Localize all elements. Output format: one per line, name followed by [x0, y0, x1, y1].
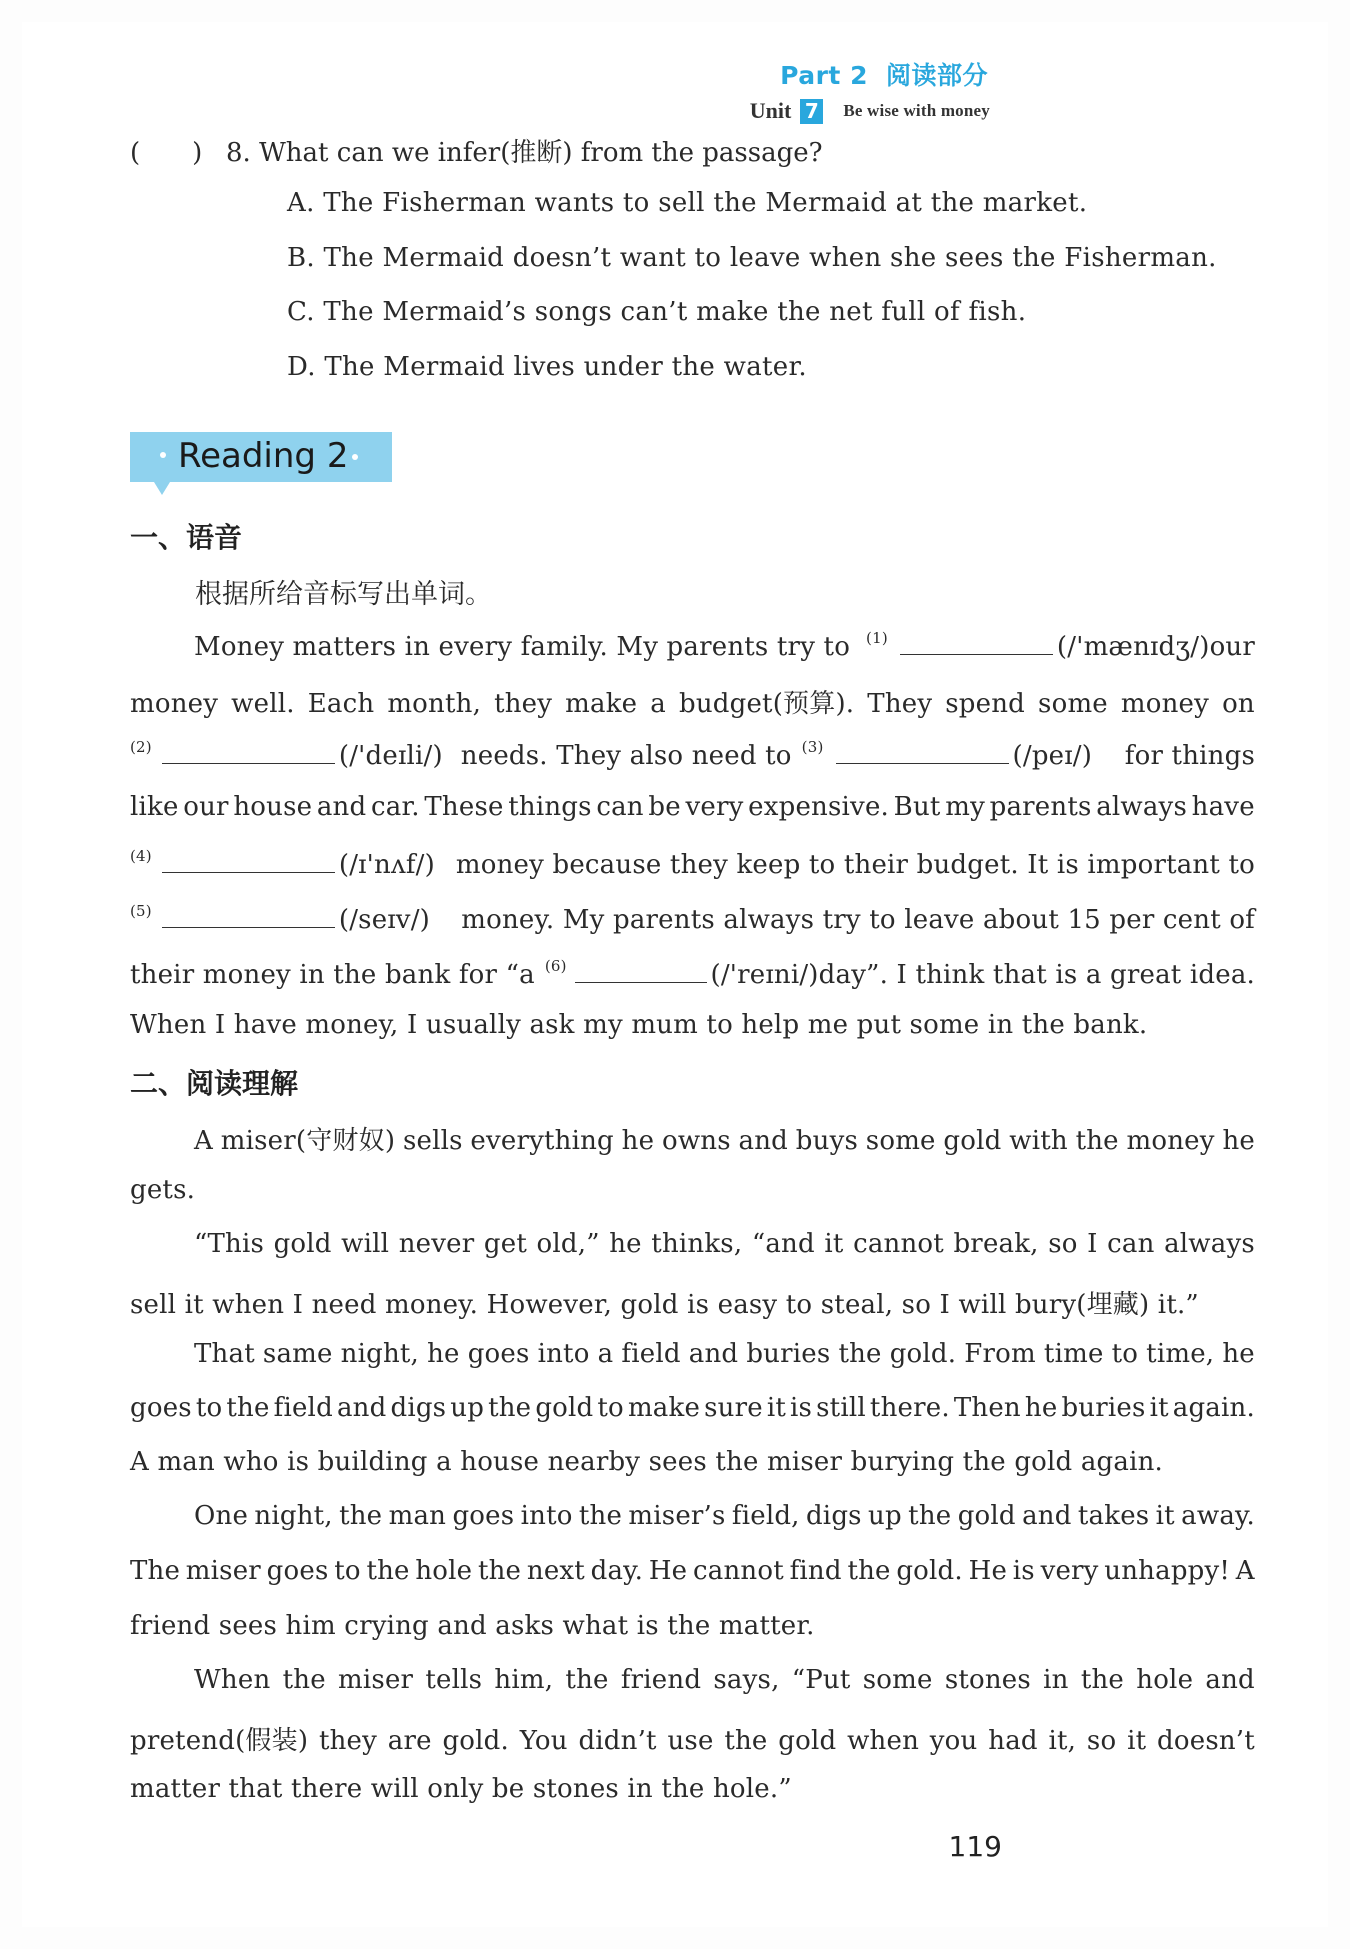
word: These — [424, 792, 504, 822]
word: so — [1048, 1229, 1078, 1259]
word: gold. — [442, 1726, 509, 1756]
text-line — [130, 1393, 1255, 1423]
word: gold. — [896, 1556, 963, 1586]
page-number: 119 — [948, 1830, 1002, 1863]
word: the — [838, 1339, 882, 1369]
word: again. — [1172, 1393, 1255, 1423]
text-segment: our — [1209, 632, 1255, 662]
word: and — [1205, 1665, 1255, 1695]
answer-bracket[interactable]: ( ) — [130, 138, 203, 168]
word: so — [1086, 1726, 1117, 1756]
word: field, — [731, 1501, 800, 1531]
text-line — [130, 1774, 1255, 1804]
word: A — [1235, 1556, 1255, 1586]
word: You — [519, 1726, 568, 1756]
word: is — [790, 1393, 813, 1423]
text-line — [194, 1120, 1255, 1157]
word: and — [1022, 1501, 1072, 1531]
word: be — [648, 792, 681, 822]
word: time — [1043, 1339, 1104, 1369]
text-line — [194, 1229, 1255, 1259]
word: gold. — [889, 1339, 957, 1369]
text-line — [130, 737, 1255, 771]
word: the — [1075, 1126, 1119, 1156]
word: will — [341, 1229, 390, 1259]
word: with — [1009, 1126, 1068, 1156]
text-segment: When I have money, I usually ask my mum to help me put some in the bank. — [130, 1010, 1148, 1040]
text-line — [194, 1501, 1255, 1531]
word: That — [194, 1339, 255, 1369]
word: always — [1096, 792, 1187, 822]
word: hole — [1136, 1665, 1194, 1695]
word: The — [130, 1556, 181, 1586]
word: time, — [1146, 1339, 1215, 1369]
blank-number: (2) — [130, 738, 152, 756]
word: pretend(假装) — [130, 1726, 309, 1756]
word: takes — [1077, 1501, 1150, 1531]
text-line — [130, 1010, 1255, 1040]
word: and — [738, 1126, 789, 1156]
word: next — [526, 1556, 585, 1586]
word: buries — [746, 1339, 831, 1369]
word: him, — [494, 1665, 554, 1695]
word: expensive. — [748, 792, 889, 822]
word: a — [650, 689, 666, 719]
text-line — [194, 628, 1255, 662]
option-d: D. The Mermaid lives under the water. — [287, 352, 807, 382]
word: stones — [944, 1665, 1031, 1695]
text-line — [194, 1339, 1255, 1369]
word: the — [847, 1556, 891, 1586]
word: owns — [661, 1126, 731, 1156]
word: budget(预算). — [679, 689, 855, 719]
word: and — [688, 1339, 739, 1369]
phonetic: (/'mænɪdʒ/) — [1056, 632, 1210, 662]
phonetic: (/'reɪni/) — [710, 960, 819, 990]
word: gold — [957, 1501, 1016, 1531]
blank-6[interactable] — [575, 956, 707, 983]
word: A — [194, 1126, 213, 1156]
word: very — [1040, 1556, 1099, 1586]
phonetic: (/seɪv/) — [338, 905, 430, 935]
text-line — [194, 1665, 1255, 1695]
word: goes — [467, 1339, 530, 1369]
word: night, — [340, 1339, 420, 1369]
option-c: C. The Mermaid’s songs can’t make the net full of fish. — [287, 297, 1027, 327]
section-heading-reading: 二、阅读理解 — [130, 1067, 299, 1100]
word: goes — [130, 1393, 192, 1423]
word: unhappy! — [1104, 1556, 1231, 1586]
word: get — [483, 1229, 527, 1259]
word: some — [865, 1126, 936, 1156]
word: can — [596, 792, 644, 822]
word: money — [1126, 1126, 1215, 1156]
word: the — [339, 1501, 383, 1531]
word: money — [1120, 689, 1210, 719]
word: it — [1155, 1501, 1175, 1531]
word: the — [282, 1665, 326, 1695]
word: find — [789, 1556, 842, 1586]
word: some — [862, 1665, 933, 1695]
word: in — [1043, 1665, 1069, 1695]
word: goes — [266, 1556, 329, 1586]
word: to — [195, 1393, 223, 1423]
word: to — [1111, 1339, 1139, 1369]
header-part-label: Part 2 — [780, 61, 868, 90]
word: the — [565, 1665, 609, 1695]
text-line — [130, 683, 1255, 720]
word: car. — [371, 792, 420, 822]
text-segment: money. My parents always try to leave about 15 per cent of — [461, 905, 1255, 935]
header-unit — [750, 98, 990, 124]
word: Each — [307, 689, 375, 719]
text-line — [130, 1175, 1255, 1205]
word: it — [766, 1393, 787, 1423]
word: He — [968, 1556, 1008, 1586]
text-line — [130, 846, 1255, 880]
text-line — [130, 1611, 1255, 1641]
word: up — [868, 1501, 902, 1531]
word: some — [1038, 689, 1108, 719]
word: my — [945, 792, 985, 822]
word: digs — [390, 1393, 447, 1423]
word: the — [366, 1556, 410, 1586]
word: the — [578, 1501, 623, 1531]
blank-4[interactable] — [162, 846, 335, 873]
text-segment: needs. They also need to — [460, 741, 792, 771]
word: a — [597, 1339, 614, 1369]
blank-5[interactable] — [162, 901, 335, 928]
word: miser(守财奴) — [220, 1126, 396, 1156]
word: he — [609, 1229, 642, 1259]
text-line — [130, 1556, 1255, 1586]
word: month, — [387, 689, 482, 719]
word: “and — [751, 1229, 815, 1259]
word: well. — [231, 689, 295, 719]
question-stem: 8. What can we infer(推断) from the passage? — [226, 138, 823, 168]
word: always — [1164, 1229, 1255, 1259]
word: field — [621, 1339, 681, 1369]
text-line — [130, 901, 1255, 935]
word: But — [893, 792, 941, 822]
word: friend — [620, 1665, 702, 1695]
word: money — [130, 689, 219, 719]
word: gold — [273, 1229, 332, 1259]
word: He — [648, 1556, 688, 1586]
word: they — [318, 1726, 378, 1756]
word: have — [1191, 792, 1255, 822]
word: they — [494, 689, 553, 719]
word: digs — [805, 1501, 862, 1531]
word: old,” — [536, 1229, 600, 1259]
word: thinks, — [651, 1229, 743, 1259]
text-segment: their money in the bank for “a — [130, 960, 535, 990]
section-heading-phonetics: 一、语音 — [130, 521, 243, 554]
word: like — [130, 792, 179, 822]
word: our — [183, 792, 229, 822]
text-segment: for things — [1124, 741, 1255, 771]
blank-2[interactable] — [162, 737, 335, 764]
word: They — [867, 689, 933, 719]
word: night, — [254, 1501, 333, 1531]
word: Then — [953, 1393, 1021, 1423]
text-segment: friend sees him crying and asks what is the matter. — [130, 1611, 815, 1641]
word: From — [964, 1339, 1036, 1369]
word: cannot — [693, 1556, 784, 1586]
word: to — [334, 1556, 361, 1586]
word: sure — [704, 1393, 763, 1423]
word: the — [226, 1393, 270, 1423]
word: into — [537, 1339, 590, 1369]
text-line — [130, 956, 1255, 990]
word: away. — [1181, 1501, 1255, 1531]
word: doesn’t — [1157, 1726, 1255, 1756]
word: gold — [778, 1726, 837, 1756]
section-instruction: 根据所给音标写出单词。 — [195, 579, 492, 610]
option-a: A. The Fisherman wants to sell the Mermaid at the market. — [287, 188, 1088, 218]
word: gold — [943, 1126, 1002, 1156]
word: says, — [713, 1665, 780, 1695]
text-segment: matter that there will only be stones in the hole.” — [130, 1774, 792, 1804]
word: it — [1127, 1726, 1147, 1756]
phonetic: (/'deɪli/) — [338, 741, 443, 771]
text-line — [130, 792, 1255, 822]
word: it, — [1048, 1726, 1077, 1756]
word: the — [724, 1726, 768, 1756]
word: is — [1012, 1556, 1035, 1586]
text-line — [130, 1284, 1255, 1321]
word: things — [508, 792, 592, 822]
word: never — [398, 1229, 475, 1259]
word: it — [1149, 1393, 1169, 1423]
blank-number: (3) — [801, 738, 824, 756]
word: spend — [945, 689, 1026, 719]
word: use — [667, 1726, 714, 1756]
word: he — [1222, 1126, 1255, 1156]
word: make — [565, 689, 638, 719]
header-unit-number: 7 — [800, 99, 823, 124]
header-part — [780, 56, 988, 92]
word: the — [477, 1556, 522, 1586]
word: miser — [338, 1665, 414, 1695]
word: cannot — [853, 1229, 944, 1259]
word: hole — [415, 1556, 473, 1586]
word: buys — [795, 1126, 859, 1156]
word: “Put — [791, 1665, 851, 1695]
text-segment: day”. I think that is a great idea. — [818, 960, 1255, 990]
word: he — [1222, 1339, 1255, 1369]
word: the — [908, 1501, 952, 1531]
word: make — [627, 1393, 701, 1423]
option-b: B. The Mermaid doesn’t want to leave when she sees the Fisherman. — [287, 243, 1217, 273]
word: miser — [185, 1556, 261, 1586]
word: are — [387, 1726, 432, 1756]
text-segment: Money matters in every family. My parents try to — [194, 632, 851, 662]
text-segment: gets. — [130, 1175, 196, 1205]
text-segment: A man who is building a house nearby sees the miser burying the gold again. — [130, 1447, 1164, 1477]
word: when — [847, 1726, 920, 1756]
blank-number: (1) — [866, 629, 888, 647]
word: One — [194, 1501, 249, 1531]
word: very — [685, 792, 744, 822]
word: up — [450, 1393, 485, 1423]
word: it — [824, 1229, 844, 1259]
word: I — [1087, 1229, 1098, 1259]
word: and — [336, 1393, 387, 1423]
word: house — [233, 792, 313, 822]
word: tells — [425, 1665, 483, 1695]
word: still — [816, 1393, 866, 1423]
text-segment: money because they keep to their budget. It is important to — [455, 850, 1255, 880]
word: on — [1222, 689, 1255, 719]
word: man — [388, 1501, 447, 1531]
word: break, — [953, 1229, 1039, 1259]
text-line — [130, 1447, 1255, 1477]
word: everything — [470, 1126, 614, 1156]
word: into — [520, 1501, 573, 1531]
word: When — [194, 1665, 271, 1695]
word: goes — [452, 1501, 515, 1531]
word: the — [488, 1393, 532, 1423]
word: he — [621, 1126, 655, 1156]
word: sells — [402, 1126, 463, 1156]
word: gold — [535, 1393, 594, 1423]
word: you — [929, 1726, 978, 1756]
word: same — [262, 1339, 333, 1369]
word: he — [1024, 1393, 1058, 1423]
reading-banner — [130, 432, 392, 482]
word: the — [1080, 1665, 1125, 1695]
blank-1[interactable] — [900, 628, 1053, 655]
phonetic: (/peɪ/) — [1012, 741, 1093, 771]
header-unit-label: Unit — [749, 98, 792, 123]
header-unit-title: Be wise with money — [843, 101, 990, 120]
header-part-zh: 阅读部分 — [885, 61, 988, 90]
blank-number: (4) — [130, 847, 152, 865]
text-segment: sell it when I need money. However, gold is easy to steal, so I will bury(埋藏) it.” — [130, 1290, 1199, 1320]
word: didn’t — [578, 1726, 657, 1756]
word: “This — [194, 1229, 265, 1259]
word: he — [427, 1339, 460, 1369]
word: there. — [869, 1393, 950, 1423]
word: to — [597, 1393, 624, 1423]
word: and — [316, 792, 367, 822]
word: buries — [1061, 1393, 1146, 1423]
banner-title: Reading 2 — [178, 436, 349, 476]
question-8 — [130, 132, 823, 169]
word: day. — [590, 1556, 644, 1586]
banner-dot — [160, 452, 166, 458]
banner-dot — [352, 454, 358, 460]
word: miser’s — [628, 1501, 726, 1531]
phonetic: (/ɪ'nʌf/) — [338, 850, 435, 880]
blank-number: (5) — [130, 902, 152, 920]
word: field — [273, 1393, 333, 1423]
word: had — [988, 1726, 1038, 1756]
text-line — [130, 1720, 1255, 1757]
blank-number: (6) — [544, 957, 567, 975]
blank-3[interactable] — [836, 737, 1009, 764]
word: parents — [989, 792, 1092, 822]
word: can — [1107, 1229, 1155, 1259]
